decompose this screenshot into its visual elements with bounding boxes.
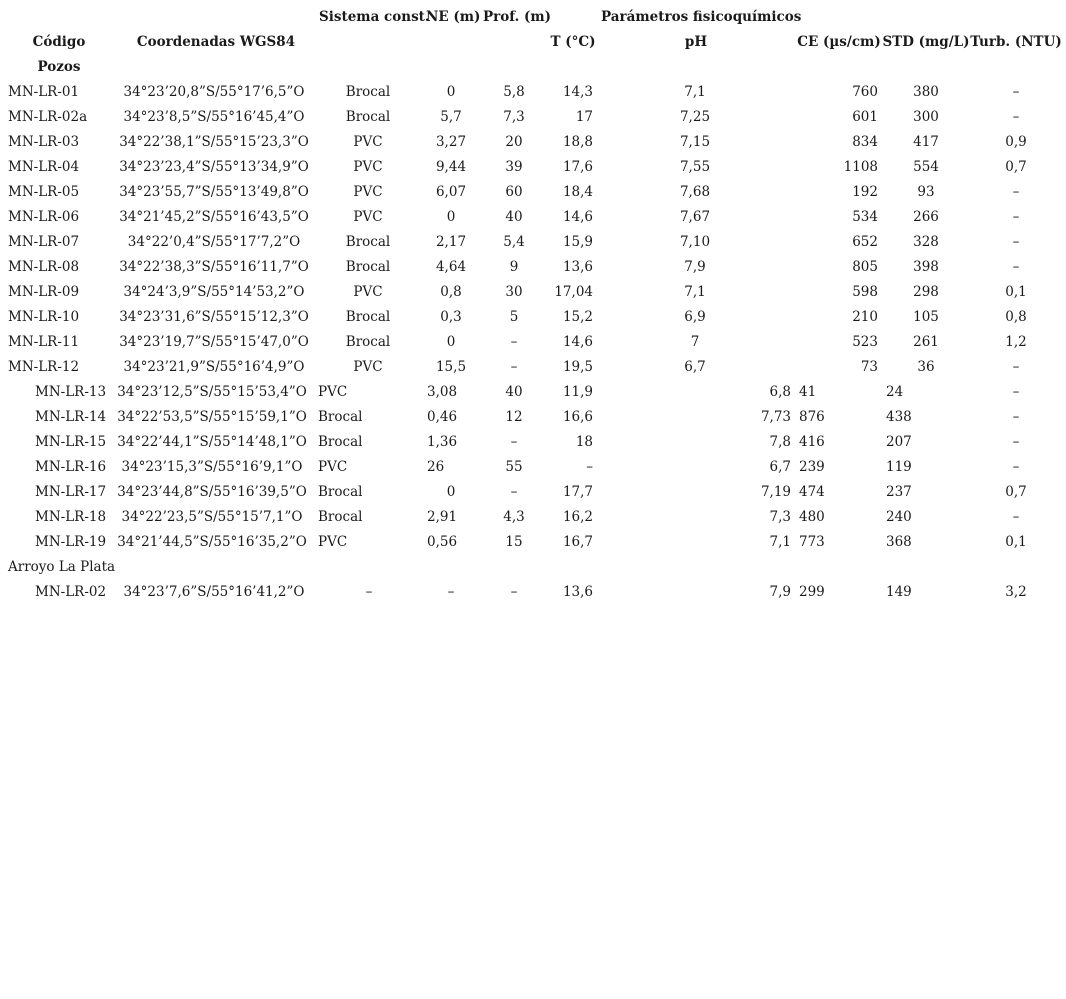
cell-t: 16,6	[562, 409, 593, 425]
cell-coord: 34°22’0,4”S/55°17’7,2”O	[127, 234, 301, 250]
cell-prof: –	[510, 484, 518, 500]
cell-std: 266	[913, 209, 939, 225]
cell-std: 368	[886, 534, 912, 550]
cell-sist: Brocal	[345, 259, 391, 275]
cell-turb: –	[1012, 109, 1020, 125]
cell-ne: 0	[446, 484, 456, 500]
header-coordenadas: Coordenadas WGS84	[136, 34, 296, 50]
cell-turb: 0,9	[1005, 134, 1027, 150]
cell-ne: 2,91	[427, 509, 458, 525]
cell-sist: Brocal	[345, 309, 391, 325]
cell-ne: 4,64	[435, 259, 467, 275]
cell-t: 14,6	[562, 334, 593, 350]
cell-prof: 5	[509, 309, 519, 325]
cell-ph: 6,9	[684, 309, 706, 325]
cell-ph: 7,73	[760, 409, 791, 425]
table-row	[0, 280, 1066, 305]
header-ne: NE (m)	[426, 9, 481, 25]
header-row-3	[0, 55, 1066, 80]
cell-ce: 192	[852, 184, 878, 200]
header-codigo: Código	[32, 34, 86, 50]
cell-ne: 0	[446, 84, 456, 100]
cell-coord: 34°22’38,3”S/55°16’11,7”O	[119, 259, 309, 275]
cell-coord: 34°21’45,2”S/55°16’43,5”O	[119, 209, 309, 225]
cell-ne: 5,7	[440, 109, 462, 125]
cell-sist: PVC	[353, 209, 383, 225]
cell-turb: –	[1012, 509, 1020, 525]
cell-t: 17	[575, 109, 593, 125]
cell-prof: 20	[505, 134, 523, 150]
cell-ne: 0,3	[440, 309, 462, 325]
cell-t: 19,5	[562, 359, 593, 375]
cell-prof: 7,3	[503, 109, 525, 125]
cell-std: 328	[913, 234, 939, 250]
cell-code: MN-LR-10	[8, 309, 80, 325]
cell-ne: 0,46	[427, 409, 458, 425]
header-turb: Turb. (NTU)	[970, 34, 1062, 50]
cell-std: 237	[886, 484, 912, 500]
cell-ce: 299	[799, 584, 825, 600]
cell-code: MN-LR-09	[8, 284, 80, 300]
cell-code: MN-LR-13	[35, 384, 107, 400]
cell-t: –	[586, 459, 593, 475]
cell-code: MN-LR-19	[35, 534, 107, 550]
cell-sist: PVC	[318, 384, 348, 400]
cell-prof: 4,3	[503, 509, 525, 525]
cell-sist: Brocal	[345, 84, 391, 100]
cell-ne: 1,36	[427, 434, 458, 450]
cell-code: MN-LR-16	[35, 459, 107, 475]
cell-code: MN-LR-17	[35, 484, 107, 500]
cell-code: MN-LR-18	[35, 509, 107, 525]
cell-code: MN-LR-14	[35, 409, 107, 425]
header-sistema: Sistema const.	[319, 9, 430, 25]
cell-coord: 34°23’15,3”S/55°16’9,1”O	[121, 459, 303, 475]
cell-ne: 0	[446, 334, 456, 350]
cell-sist: Brocal	[318, 509, 363, 525]
cell-ph: 7,67	[679, 209, 711, 225]
table-row	[0, 330, 1066, 355]
cell-code: MN-LR-03	[8, 134, 80, 150]
table-row	[0, 205, 1066, 230]
cell-ph: 7,10	[679, 234, 711, 250]
cell-turb: 0,7	[1005, 159, 1027, 175]
cell-sist: Brocal	[345, 109, 391, 125]
cell-coord: 34°24’3,9”S/55°14’53,2”O	[123, 284, 305, 300]
table-row	[0, 180, 1066, 205]
table-row	[0, 255, 1066, 280]
cell-prof: 55	[505, 459, 523, 475]
cell-ne: 15,5	[435, 359, 467, 375]
cell-coord: 34°23’23,4”S/55°13’34,9”O	[119, 159, 309, 175]
cell-coord: 34°23’20,8”S/55°17’6,5”O	[123, 84, 305, 100]
table-row	[0, 305, 1066, 330]
cell-ce: 41	[799, 384, 817, 400]
cell-code: MN-LR-15	[35, 434, 107, 450]
header-parametros: Parámetros fisicoquímicos	[601, 9, 802, 25]
cell-std: 298	[913, 284, 939, 300]
cell-std: 240	[886, 509, 912, 525]
cell-coord: 34°23’44,8”S/55°16’39,5”O	[117, 484, 307, 500]
table-row	[0, 230, 1066, 255]
cell-ce: 239	[799, 459, 825, 475]
table-row	[0, 80, 1066, 105]
cell-ne: 6,07	[435, 184, 467, 200]
cell-sist: PVC	[353, 359, 383, 375]
cell-ne: 0,56	[427, 534, 458, 550]
cell-ph: 7	[690, 334, 700, 350]
cell-ce: 416	[799, 434, 825, 450]
cell-std: 105	[913, 309, 939, 325]
cell-ce: 601	[852, 109, 878, 125]
cell-code: MN-LR-02a	[8, 109, 88, 125]
cell-ph: 7,55	[679, 159, 711, 175]
cell-std: 36	[917, 359, 935, 375]
cell-std: 119	[886, 459, 912, 475]
cell-code: MN-LR-04	[8, 159, 80, 175]
cell-ph: 6,7	[769, 459, 791, 475]
cell-prof: 5,4	[503, 234, 525, 250]
table-row	[0, 580, 1066, 605]
cell-ce: 876	[799, 409, 825, 425]
cell-prof: 39	[505, 159, 523, 175]
cell-turb: –	[1012, 459, 1020, 475]
cell-ce: 523	[852, 334, 878, 350]
cell-ne: –	[447, 584, 455, 600]
table-row	[0, 155, 1066, 180]
cell-ne: 26	[427, 459, 445, 475]
cell-code: MN-LR-05	[8, 184, 80, 200]
cell-std: 398	[913, 259, 939, 275]
table-row	[0, 355, 1066, 380]
cell-turb: –	[1012, 84, 1020, 100]
cell-turb: 1,2	[1005, 334, 1027, 350]
cell-coord: 34°23’21,9”S/55°16’4,9”O	[123, 359, 305, 375]
cell-prof: 15	[505, 534, 523, 550]
cell-t: 18	[575, 434, 593, 450]
cell-ne: 3,27	[435, 134, 467, 150]
cell-coord: 34°22’38,1”S/55°15’23,3”O	[119, 134, 309, 150]
cell-ce: 210	[852, 309, 878, 325]
cell-ce: 598	[852, 284, 878, 300]
table-row	[0, 105, 1066, 130]
cell-ph: 7,1	[684, 84, 706, 100]
cell-sist: –	[365, 584, 373, 600]
cell-std: 438	[886, 409, 912, 425]
cell-prof: 12	[505, 409, 523, 425]
header-ph: pH	[684, 34, 708, 50]
cell-turb: –	[1012, 234, 1020, 250]
cell-prof: 5,8	[503, 84, 525, 100]
cell-ph: 6,8	[769, 384, 791, 400]
cell-code: MN-LR-01	[8, 84, 80, 100]
cell-code: MN-LR-08	[8, 259, 80, 275]
cell-prof: 60	[505, 184, 523, 200]
cell-sist: Brocal	[318, 409, 363, 425]
cell-coord: 34°23’19,7”S/55°15’47,0”O	[119, 334, 309, 350]
cell-coord: 34°23’7,6”S/55°16’41,2”O	[123, 584, 305, 600]
cell-prof: –	[510, 434, 518, 450]
cell-code: MN-LR-12	[8, 359, 80, 375]
cell-ne: 0,8	[440, 284, 462, 300]
table-row	[0, 405, 1066, 430]
cell-std: 554	[913, 159, 939, 175]
cell-sist: PVC	[353, 134, 383, 150]
cell-prof: 9	[509, 259, 519, 275]
cell-ce: 73	[860, 359, 878, 375]
cell-ce: 773	[799, 534, 825, 550]
cell-prof: 30	[505, 284, 523, 300]
cell-t: 16,7	[562, 534, 593, 550]
cell-std: 261	[913, 334, 939, 350]
cell-t: 15,2	[562, 309, 593, 325]
cell-coord: 34°23’31,6”S/55°15’12,3”O	[119, 309, 309, 325]
cell-coord: 34°22’44,1”S/55°14’48,1”O	[117, 434, 307, 450]
cell-prof: –	[510, 334, 518, 350]
cell-ph: 7,15	[679, 134, 711, 150]
cell-ce: 480	[799, 509, 825, 525]
cell-ph: 7,1	[684, 284, 706, 300]
cell-ph: 7,9	[769, 584, 791, 600]
cell-ph: 6,7	[684, 359, 706, 375]
header-t: T (°C)	[550, 34, 596, 50]
cell-t: 18,8	[562, 134, 593, 150]
cell-code: MN-LR-07	[8, 234, 80, 250]
cell-t: 14,6	[562, 209, 593, 225]
cell-prof: –	[510, 584, 518, 600]
cell-ce: 534	[852, 209, 878, 225]
cell-sist: PVC	[318, 534, 348, 550]
cell-std: 300	[913, 109, 939, 125]
cell-turb: 0,8	[1005, 309, 1027, 325]
header-row-1	[0, 5, 1066, 30]
section-row	[0, 555, 1066, 580]
cell-std: 24	[886, 384, 904, 400]
cell-coord: 34°23’12,5”S/55°15’53,4”O	[117, 384, 307, 400]
cell-t: 18,4	[562, 184, 593, 200]
cell-sist: Brocal	[345, 234, 391, 250]
cell-turb: –	[1012, 384, 1020, 400]
section-arroyo-label: Arroyo La Plata	[8, 559, 116, 575]
cell-turb: 0,7	[1005, 484, 1027, 500]
cell-ph: 7,19	[760, 484, 791, 500]
cell-coord: 34°23’8,5”S/55°16’45,4”O	[123, 109, 305, 125]
cell-turb: –	[1012, 434, 1020, 450]
header-pozos: Pozos	[37, 59, 81, 75]
cell-ph: 7,8	[769, 434, 791, 450]
cell-turb: 0,1	[1005, 284, 1027, 300]
cell-ph: 7,1	[769, 534, 791, 550]
cell-coord: 34°22’53,5”S/55°15’59,1”O	[117, 409, 307, 425]
cell-coord: 34°22’23,5”S/55°15’7,1”O	[121, 509, 303, 525]
cell-sist: PVC	[353, 284, 383, 300]
table-row	[0, 505, 1066, 530]
cell-t: 13,6	[562, 584, 593, 600]
table-row	[0, 480, 1066, 505]
cell-ce: 805	[852, 259, 878, 275]
cell-t: 15,9	[562, 234, 593, 250]
cell-ph: 7,68	[679, 184, 711, 200]
cell-coord: 34°21’44,5”S/55°16’35,2”O	[117, 534, 307, 550]
header-std: STD (mg/L)	[882, 34, 970, 50]
table-row	[0, 430, 1066, 455]
cell-ph: 7,3	[769, 509, 791, 525]
cell-ph: 7,25	[679, 109, 711, 125]
cell-turb: –	[1012, 209, 1020, 225]
header-prof: Prof. (m)	[483, 9, 552, 25]
header-ce: CE (µs/cm)	[797, 34, 881, 50]
cell-t: 17,04	[554, 284, 593, 300]
cell-turb: –	[1012, 259, 1020, 275]
cell-std: 149	[886, 584, 912, 600]
cell-ne: 2,17	[435, 234, 467, 250]
cell-ne: 0	[446, 209, 456, 225]
cell-t: 17,6	[562, 159, 593, 175]
cell-sist: Brocal	[318, 434, 363, 450]
cell-turb: 0,1	[1005, 534, 1027, 550]
cell-turb: –	[1012, 359, 1020, 375]
cell-std: 380	[913, 84, 939, 100]
cell-ce: 652	[852, 234, 878, 250]
cell-sist: PVC	[353, 184, 383, 200]
cell-ne: 3,08	[427, 384, 458, 400]
cell-ce: 760	[852, 84, 878, 100]
table-row	[0, 380, 1066, 405]
cell-code: MN-LR-11	[8, 334, 80, 350]
cell-sist: PVC	[353, 159, 383, 175]
cell-prof: –	[510, 359, 518, 375]
cell-turb: –	[1012, 184, 1020, 200]
table-row	[0, 530, 1066, 555]
cell-t: 16,2	[562, 509, 593, 525]
cell-ce: 834	[852, 134, 878, 150]
cell-sist: PVC	[318, 459, 348, 475]
cell-t: 17,7	[562, 484, 593, 500]
cell-sist: Brocal	[345, 334, 391, 350]
table-row	[0, 455, 1066, 480]
cell-ph: 7,9	[684, 259, 706, 275]
header-row-2	[0, 30, 1066, 55]
cell-code: MN-LR-06	[8, 209, 80, 225]
cell-ne: 9,44	[435, 159, 467, 175]
cell-prof: 40	[505, 209, 523, 225]
cell-std: 93	[917, 184, 935, 200]
cell-t: 11,9	[562, 384, 593, 400]
cell-turb: –	[1012, 409, 1020, 425]
cell-ce: 474	[799, 484, 825, 500]
cell-prof: 40	[505, 384, 523, 400]
cell-std: 417	[913, 134, 939, 150]
cell-sist: Brocal	[318, 484, 363, 500]
table-row	[0, 130, 1066, 155]
cell-ce: 1108	[843, 159, 878, 175]
cell-code: MN-LR-02	[35, 584, 107, 600]
cell-std: 207	[886, 434, 912, 450]
cell-coord: 34°23’55,7”S/55°13’49,8”O	[119, 184, 309, 200]
cell-t: 14,3	[562, 84, 593, 100]
cell-t: 13,6	[562, 259, 593, 275]
cell-turb: 3,2	[1005, 584, 1027, 600]
